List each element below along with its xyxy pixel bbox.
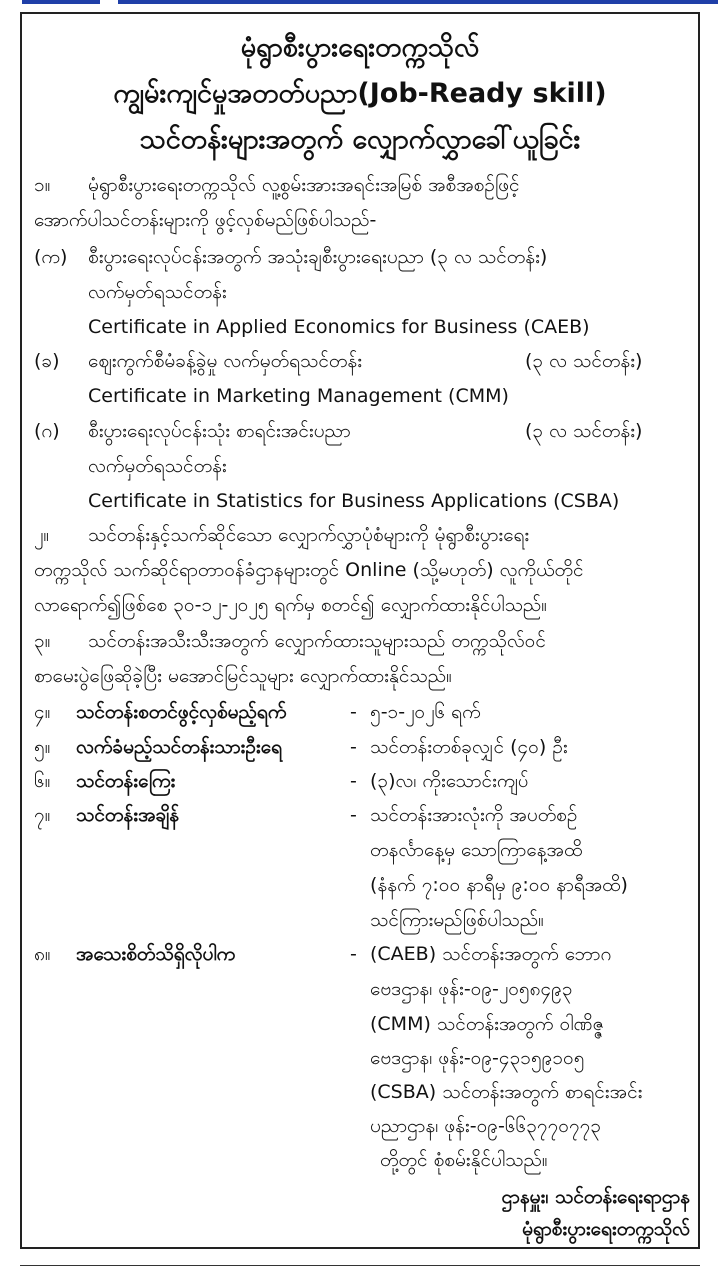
- item-8-label: အသေးစိတ်သိရှိလိုပါက: [76, 943, 236, 965]
- item-8-number: ၈။: [34, 943, 51, 965]
- course-c-duration: (၃ လ သင်တန်း): [525, 420, 643, 442]
- section-1-text-line-1: မုံရွာစီးပွားရေးတက္ကသိုလ် လူ့စွမ်းအားအရင်းအမြစ် အစီအစဉ်ဖြင့်: [88, 174, 520, 196]
- item-5-label: လက်ခံမည့်သင်တန်းသားဦးရေ: [76, 736, 282, 758]
- section-1-number: ၁။: [34, 174, 51, 196]
- section-1-text-line-2: အောက်ပါသင်တန်းများကို ဖွင့်လှစ်မည်ဖြစ်ပါသည်-: [34, 209, 377, 231]
- notice-title-line-2: ကျွမ်းကျင်မှုအတတ်ပညာ(Job-Ready skill): [113, 78, 607, 109]
- item-8-value-line-6: ပညာဌာန၊ ဖုန်း-၀၉-၆၆၃၇၇၀၇၇၃: [370, 1115, 602, 1137]
- top-accent-line-right: [118, 0, 718, 4]
- top-accent-line-left: [22, 0, 100, 4]
- item-8-value-line-1: (CAEB) သင်တန်းအတွက် ဘောဂ: [370, 943, 612, 965]
- item-8-value-line-5: (CSBA) သင်တန်းအတွက် စာရင်းအင်း: [370, 1081, 643, 1103]
- item-4-number: ၄။: [34, 701, 51, 723]
- item-8-dash: -: [350, 943, 357, 965]
- item-5-dash: -: [350, 736, 357, 758]
- item-4-label: သင်တန်းစတင်ဖွင့်လှစ်မည့်ရက်: [76, 701, 287, 723]
- bottom-rule: [20, 1265, 700, 1266]
- item-7-value-line-1: သင်တန်းအားလုံးကို အပတ်စဉ်: [370, 804, 578, 826]
- course-c-english: Certificate in Statistics for Business Applications (CSBA): [88, 490, 620, 512]
- course-b-english: Certificate in Marketing Management (CMM): [88, 385, 509, 407]
- section-3-line-1: သင်တန်းအသီးသီးအတွက် လျှောက်ထားသူများသည် တက္ကသိုလ်ဝင်: [88, 630, 546, 652]
- item-6-label: သင်တန်းကြေး: [76, 770, 176, 792]
- item-8-value-line-3: (CMM) သင်တန်းအတွက် ဝါဏိဇ္ဇ: [370, 1013, 604, 1035]
- section-2-line-1: သင်တန်းနှင့်သက်ဆိုင်သော လျှောက်လွှာပုံစံများကို မုံရွာစီးပွားရေး: [88, 524, 530, 546]
- item-4-dash: -: [350, 701, 357, 723]
- item-8-value-line-4: ဗေဒဌာန၊ ဖုန်း-၀၉-၄၃၁၅၉၁၀၅: [370, 1047, 585, 1069]
- section-2-line-2: တက္ကသိုလ် သက်ဆိုင်ရာတာဝန်ခံဌာနများတွင် Online (သို့မဟုတ်) လူကိုယ်တိုင်: [34, 559, 584, 581]
- item-5-number: ၅။: [34, 736, 51, 758]
- course-a-title-2: လက်မှတ်ရသင်တန်း: [88, 281, 227, 303]
- course-b-mark: (ခ): [34, 350, 60, 372]
- signature-line-1: ဌာနမှူး၊ သင်တန်းရေးရာဌာန: [501, 1186, 690, 1208]
- course-a-mark: (က): [34, 246, 68, 268]
- item-7-dash: -: [350, 804, 357, 826]
- signature-line-2: မုံရွာစီးပွားရေးတက္ကသိုလ်: [522, 1218, 690, 1240]
- section-3-number: ၃။: [34, 630, 51, 652]
- item-7-value-line-2: တနင်္လာနေ့မှ သောကြာနေ့အထိ: [370, 839, 583, 861]
- course-a-title: စီးပွားရေးလုပ်ငန်းအတွက် အသုံးချစီးပွားရေးပညာ (၃ လ သင်တန်း): [88, 246, 548, 268]
- item-7-value-line-4: သင်ကြားမည်ဖြစ်ပါသည်။: [370, 909, 544, 931]
- item-7-value-line-3: (နံနက် ၇:၀၀ နာရီမှ ၉:၀၀ နာရီအထိ): [370, 874, 628, 896]
- section-2-line-3: လာရောက်၍ဖြစ်စေ ၃၀-၁၂-၂၀၂၅ ရက်မှ စတင်၍ လျှောက်ထားနိုင်ပါသည်။: [34, 594, 548, 616]
- course-c-title-2: လက်မှတ်ရသင်တန်း: [88, 455, 227, 477]
- course-a-english: Certificate in Applied Economics for Business (CAEB): [88, 316, 590, 338]
- item-7-number: ၇။: [34, 804, 51, 826]
- item-4-value: ၅-၁-၂၀၂၆ ရက်: [370, 701, 481, 723]
- section-3-line-2: စာမေးပွဲဖြေဆိုခဲ့ပြီး မအောင်မြင်သူများ လျှောက်ထားနိုင်သည်။: [34, 665, 452, 687]
- item-8-value-line-7: တို့တွင် စုံစမ်းနိုင်ပါသည်။: [380, 1149, 548, 1171]
- course-c-mark: (ဂ): [34, 420, 60, 442]
- item-6-number: ၆။: [34, 770, 51, 792]
- notice-title-line-3: သင်တန်းများအတွက် လျှောက်လွှာခေါ်ယူခြင်း: [139, 124, 581, 155]
- course-b-title: ဈေးကွက်စီမံခန့်ခွဲမှု လက်မှတ်ရသင်တန်း: [88, 350, 363, 372]
- item-7-label: သင်တန်းအချိန်: [76, 804, 180, 826]
- notice-title-line-1: မုံရွာစီးပွားရေးတက္ကသိုလ်: [240, 32, 480, 63]
- course-c-title: စီးပွားရေးလုပ်ငန်းသုံး စာရင်းအင်းပညာ: [88, 420, 351, 442]
- item-6-value: (၃)လ၊ ကိုးသောင်းကျပ်: [370, 770, 529, 792]
- item-5-value: သင်တန်းတစ်ခုလျှင် (၄၀) ဦး: [370, 736, 568, 758]
- course-b-duration: (၃ လ သင်တန်း): [525, 350, 643, 372]
- section-2-number: ၂။: [34, 524, 50, 546]
- item-6-dash: -: [350, 770, 357, 792]
- item-8-value-line-2: ဗေဒဌာန၊ ဖုန်း-၀၉-၂၀၅၈၄၉၃: [370, 978, 573, 1000]
